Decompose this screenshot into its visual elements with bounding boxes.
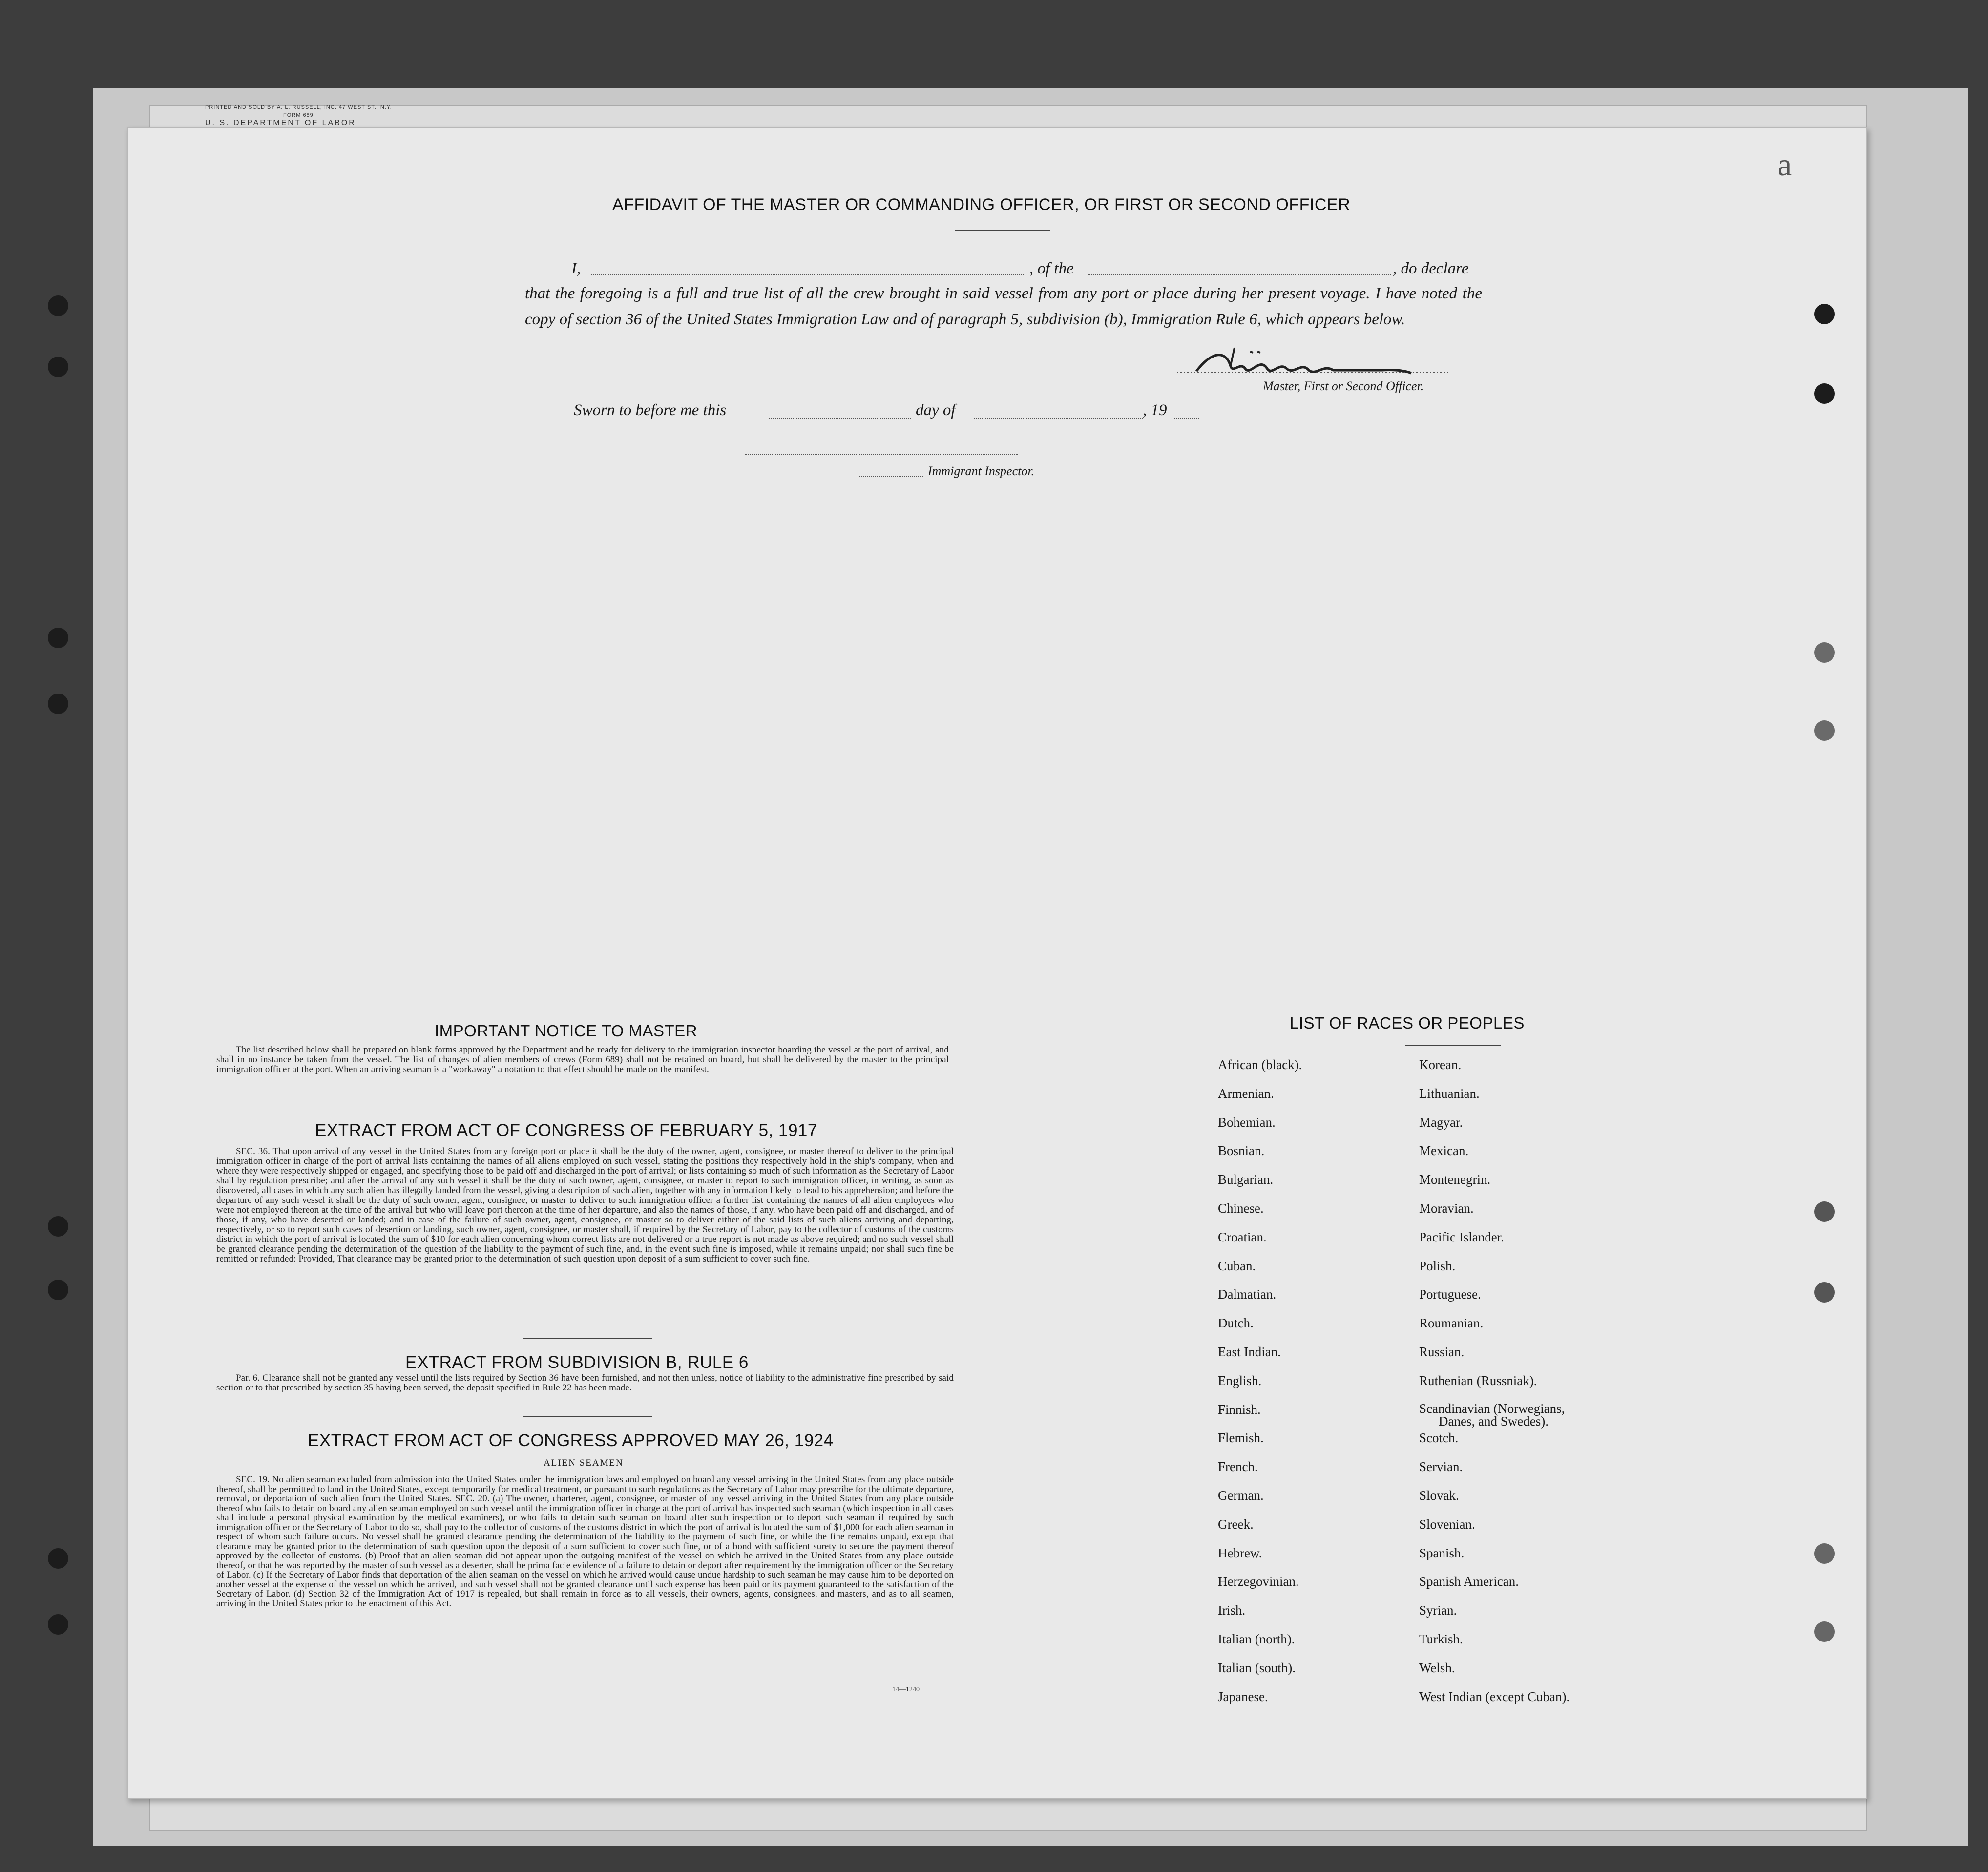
inspector-caption: Immigrant Inspector. bbox=[928, 464, 1035, 478]
punch-hole bbox=[1814, 1282, 1835, 1303]
race-item: Dalmatian. bbox=[1218, 1287, 1277, 1302]
race-item: Flemish. bbox=[1218, 1430, 1264, 1446]
race-item: Hebrew. bbox=[1218, 1545, 1262, 1560]
race-item: Russian. bbox=[1419, 1344, 1465, 1359]
race-item: Turkish. bbox=[1419, 1631, 1463, 1646]
race-item: English. bbox=[1218, 1373, 1262, 1388]
corner-mark: a bbox=[1778, 147, 1792, 183]
race-item: African (black). bbox=[1218, 1057, 1302, 1072]
section-rule bbox=[523, 1338, 652, 1339]
punch-hole bbox=[48, 694, 68, 714]
printer-imprint bbox=[205, 104, 392, 127]
extract-rule6-title: EXTRACT FROM SUBDIVISION B, RULE 6 bbox=[405, 1353, 749, 1372]
race-item: Japanese. bbox=[1218, 1689, 1268, 1704]
extract-1917-title: EXTRACT FROM ACT OF CONGRESS OF FEBRUARY 5, 1917 bbox=[315, 1121, 817, 1140]
race-item: Spanish. bbox=[1419, 1545, 1465, 1560]
races-column-2 bbox=[1419, 1057, 1569, 1718]
race-item: Greek. bbox=[1218, 1516, 1254, 1532]
punch-hole bbox=[48, 1548, 68, 1569]
department-line: U. S. DEPARTMENT OF LABOR bbox=[205, 119, 356, 127]
race-item: Irish. bbox=[1218, 1603, 1246, 1618]
punch-hole bbox=[1814, 1621, 1835, 1642]
race-item: Dutch. bbox=[1218, 1316, 1254, 1331]
race-item: Scotch. bbox=[1419, 1430, 1459, 1446]
race-item: Syrian. bbox=[1419, 1603, 1457, 1618]
extract-rule6-text: Par. 6. Clearance shall not be granted any vessel until the lists required by Section 36 have been furnished, and not then unless, notice of liability to the administrative fine prescribed by said section or to that prescribed by section 35 having been served, the deposit specified in Rule 22 has been made. bbox=[216, 1373, 954, 1393]
race-item: Lithuanian. bbox=[1419, 1086, 1480, 1101]
punch-hole bbox=[48, 357, 68, 377]
inspector-short-line bbox=[859, 476, 923, 477]
punch-hole bbox=[48, 295, 68, 316]
race-item: Pacific Islander. bbox=[1419, 1229, 1504, 1244]
race-item: Italian (south). bbox=[1218, 1660, 1296, 1675]
printer-line: PRINTED AND SOLD BY A. L. RUSSELL, INC. 47 WEST ST., N.Y. bbox=[205, 105, 392, 110]
extract-1924-title: EXTRACT FROM ACT OF CONGRESS APPROVED MAY 26, 1924 bbox=[308, 1431, 834, 1450]
race-item: Bulgarian. bbox=[1218, 1172, 1274, 1187]
race-item: Slovenian. bbox=[1419, 1516, 1475, 1532]
race-item: Montenegrin. bbox=[1419, 1172, 1491, 1187]
print-code: 14—1240 bbox=[892, 1686, 920, 1693]
punch-hole bbox=[48, 628, 68, 648]
form-number: FORM 689 bbox=[283, 112, 314, 118]
section-rule bbox=[523, 1416, 652, 1417]
race-item: Moravian. bbox=[1419, 1200, 1474, 1216]
sworn-day-label: day of bbox=[916, 401, 956, 419]
races-title: LIST OF RACES OR PEOPLES bbox=[1290, 1014, 1525, 1032]
punch-hole bbox=[48, 1280, 68, 1300]
affidavit-title: AFFIDAVIT OF THE MASTER OR COMMANDING OFFICER, OR FIRST OR SECOND OFFICER bbox=[612, 195, 1351, 214]
races-column-1 bbox=[1218, 1057, 1302, 1718]
punch-hole bbox=[1814, 642, 1835, 663]
punch-hole bbox=[48, 1216, 68, 1237]
sworn-year: , 19 bbox=[1143, 401, 1167, 419]
notice-title: IMPORTANT NOTICE TO MASTER bbox=[435, 1022, 698, 1040]
races-rule bbox=[1405, 1045, 1501, 1046]
affidavit-of-the: , of the bbox=[1029, 260, 1074, 277]
race-item: Korean. bbox=[1419, 1057, 1462, 1072]
race-item: Bohemian. bbox=[1218, 1115, 1276, 1130]
race-item: Ruthenian (Russniak). bbox=[1419, 1373, 1537, 1388]
race-item: German. bbox=[1218, 1488, 1264, 1503]
punch-hole bbox=[48, 1614, 68, 1635]
race-item: Slovak. bbox=[1419, 1488, 1459, 1503]
race-item: Welsh. bbox=[1419, 1660, 1455, 1675]
race-item: Finnish. bbox=[1218, 1402, 1261, 1417]
affidavit-declare: , do declare bbox=[1393, 260, 1469, 277]
inspector-signature-line bbox=[745, 454, 1018, 455]
punch-hole bbox=[1814, 1201, 1835, 1222]
signature-caption: Master, First or Second Officer. bbox=[1263, 379, 1424, 393]
race-item: Italian (north). bbox=[1218, 1631, 1295, 1646]
extract-1924-text: SEC. 19. No alien seaman excluded from admission into the United States under the immigration laws and employed on board any vessel arriving in the United States from any place outside thereof, shall be permitted to land in the United States, except temporarily for medical treatment, or pursuant to such regulations as the Secretary of Labor may prescribe for the ultimate departure, removal, or deportation of such alien from the United States. SEC. 20. (a) The owner, charterer, agent, consignee, or master of any vessel arriving in the United States from any place outside thereof who fails to detain on board any alien seaman employed on such vessel until the immigration officer in charge at the port of arrival has inspected such seaman (which inspection in all cases shall include a personal physical examination by the medical examiners), or who fails to detain such seaman on board after such inspection or to deport such seaman if required by such immigration officer or the Secretary of Labor to do so, shall pay to the collector of customs of the customs district in which the port of arrival is located the sum of $1,000 for each alien seaman in respect of whom such failure occurs. No vessel shall be granted clearance pending the determination of the liability to the payment of such fine, or while the fine remains unpaid, except that clearance may be granted prior to the determination of such question upon the deposit of a sum sufficient to cover such fine, or of a bond with sufficient surety to secure the payment thereof approved by the collector of customs. (b) Proof that an alien seaman did not appear upon the outgoing manifest of the vessel on which he arrived in the United States from any place outside thereof, or that he was reported by the master of such vessel as a deserter, shall be prima facie evidence of a failure to detain or deport after requirement by the immigration officer or the Secretary of Labor. (c) If the Secretary of Labor finds that deportation of the alien seaman on the vessel on which he arrived would cause undue hardship to such seaman he may cause him to be deported on another vessel at the expense of the vessel on which he arrived, and such vessel shall not be granted clearance until such expense has been paid or its payment guaranteed to the satisfaction of the Secretary of Labor. (d) Section 32 of the Immigration Act of 1917 is repealed, but shall remain in force as to all vessels, their owners, agents, consignees, and masters, and as to all seamen, arriving in the United States prior to the enactment of this Act. bbox=[216, 1474, 954, 1609]
race-item: Portuguese. bbox=[1419, 1287, 1481, 1302]
extract-1917-text: SEC. 36. That upon arrival of any vessel in the United States from any foreign port or place it shall be the duty of the owner, agent, consignee, or master thereof to deliver to the principal immigration officer in charge of the port of arrival lists containing the names of all aliens employed on such vessel, stating the positions they respectively hold in the ship's company, when and where they were respectively shipped or engaged, and specifying those to be paid off and discharged in the port of arrival; or lists containing so much of such information as the Secretary of Labor shall by regulation prescribe; and after the arrival of any such vessel it shall be the duty of such owner, agent, consignee, or master to report to such immigration officer, in writing, as soon as discovered, all cases in which any such alien has illegally landed from the vessel, giving a description of such alien, together with any information likely to lead to his apprehension; and before the departure of any such vessel it shall be the duty of such owner, agent, consignee, or master to deliver to such immigration officer a further list containing the names of all alien employees who were not employed thereon at the time of the arrival but who will leave port thereon at the time of her departure, and also the names of those, if any, who have been paid off and discharged, and of those, if any, who have deserted or landed; and in case of the failure of such owner, agent, consignee, or master so to deliver either of the said lists of such aliens arriving and departing, respectively, or so to report such cases of desertion or landing, such owner, agent, consignee, or master shall, if required by the Secretary of Labor, pay to the collector of customs of the customs district in which the port of arrival is located the sum of $10 for each alien concerning whom correct lists are not delivered or a true report is not made as above required; and no such vessel shall be granted clearance pending the determination of the question of the liability to the payment of such fine, and, in the event such fine is imposed, while it remains unpaid; nor shall such fine be remitted or refunded: Provided, That clearance may be granted prior to the determination of such question upon deposit of a sum sufficient to cover such fine. bbox=[216, 1146, 954, 1264]
race-item: Mexican. bbox=[1419, 1143, 1469, 1158]
notice-text: The list described below shall be prepared on blank forms approved by the Department and be ready for delivery to the immigration inspector boarding the vessel at the port of arrival, and shall in no instance be taken from the vessel. The list of changes of alien members of crews (Form 689) shall not be retained on board, but shall be delivered by the master to the principal immigration officer at the port. When an arriving seaman is a "workaway" a notation to that effect should be made on the manifest. bbox=[216, 1045, 949, 1074]
race-item: Chinese. bbox=[1218, 1200, 1264, 1216]
affidavit-i: I, bbox=[571, 260, 581, 277]
race-item: Magyar. bbox=[1419, 1115, 1463, 1130]
title-rule bbox=[955, 230, 1050, 231]
race-item: Polish. bbox=[1419, 1258, 1456, 1273]
race-item: Bosnian. bbox=[1218, 1143, 1265, 1158]
sworn-day-blank bbox=[769, 418, 911, 419]
vessel-blank bbox=[1088, 274, 1391, 275]
race-item: Croatian. bbox=[1218, 1229, 1267, 1244]
race-item: Armenian. bbox=[1218, 1086, 1274, 1101]
race-item: West Indian (except Cuban). bbox=[1419, 1689, 1570, 1704]
punch-hole bbox=[1814, 304, 1835, 324]
race-item: Servian. bbox=[1419, 1459, 1463, 1474]
sworn-prefix: Sworn to before me this bbox=[574, 401, 727, 419]
race-item: Cuban. bbox=[1218, 1258, 1256, 1273]
race-item: Roumanian. bbox=[1419, 1316, 1484, 1331]
race-item bbox=[1419, 1402, 1569, 1431]
race-item-continuation: Danes, and Swedes). bbox=[1439, 1413, 1549, 1429]
punch-hole bbox=[1814, 1543, 1835, 1564]
race-item: French. bbox=[1218, 1459, 1258, 1474]
affidavit-body: that the foregoing is a full and true list of all the crew brought in said vessel from any port or place during her present voyage. I have noted the copy of section 36 of the United States Immigration Law and of paragraph 5, subdivision (b), Immigration Rule 6, which appears below. bbox=[525, 285, 1482, 328]
sworn-month-blank bbox=[974, 418, 1143, 419]
punch-hole bbox=[1814, 383, 1835, 404]
race-item-line: Scandinavian (Norwegians, bbox=[1419, 1401, 1565, 1416]
race-item: Spanish American. bbox=[1419, 1574, 1519, 1589]
alien-seamen-subtitle: ALIEN SEAMEN bbox=[544, 1458, 624, 1468]
race-item: Herzegovinian. bbox=[1218, 1574, 1299, 1589]
sworn-year-blank bbox=[1174, 418, 1199, 419]
punch-hole bbox=[1814, 720, 1835, 741]
name-blank bbox=[591, 274, 1025, 275]
race-item: East Indian. bbox=[1218, 1344, 1281, 1359]
